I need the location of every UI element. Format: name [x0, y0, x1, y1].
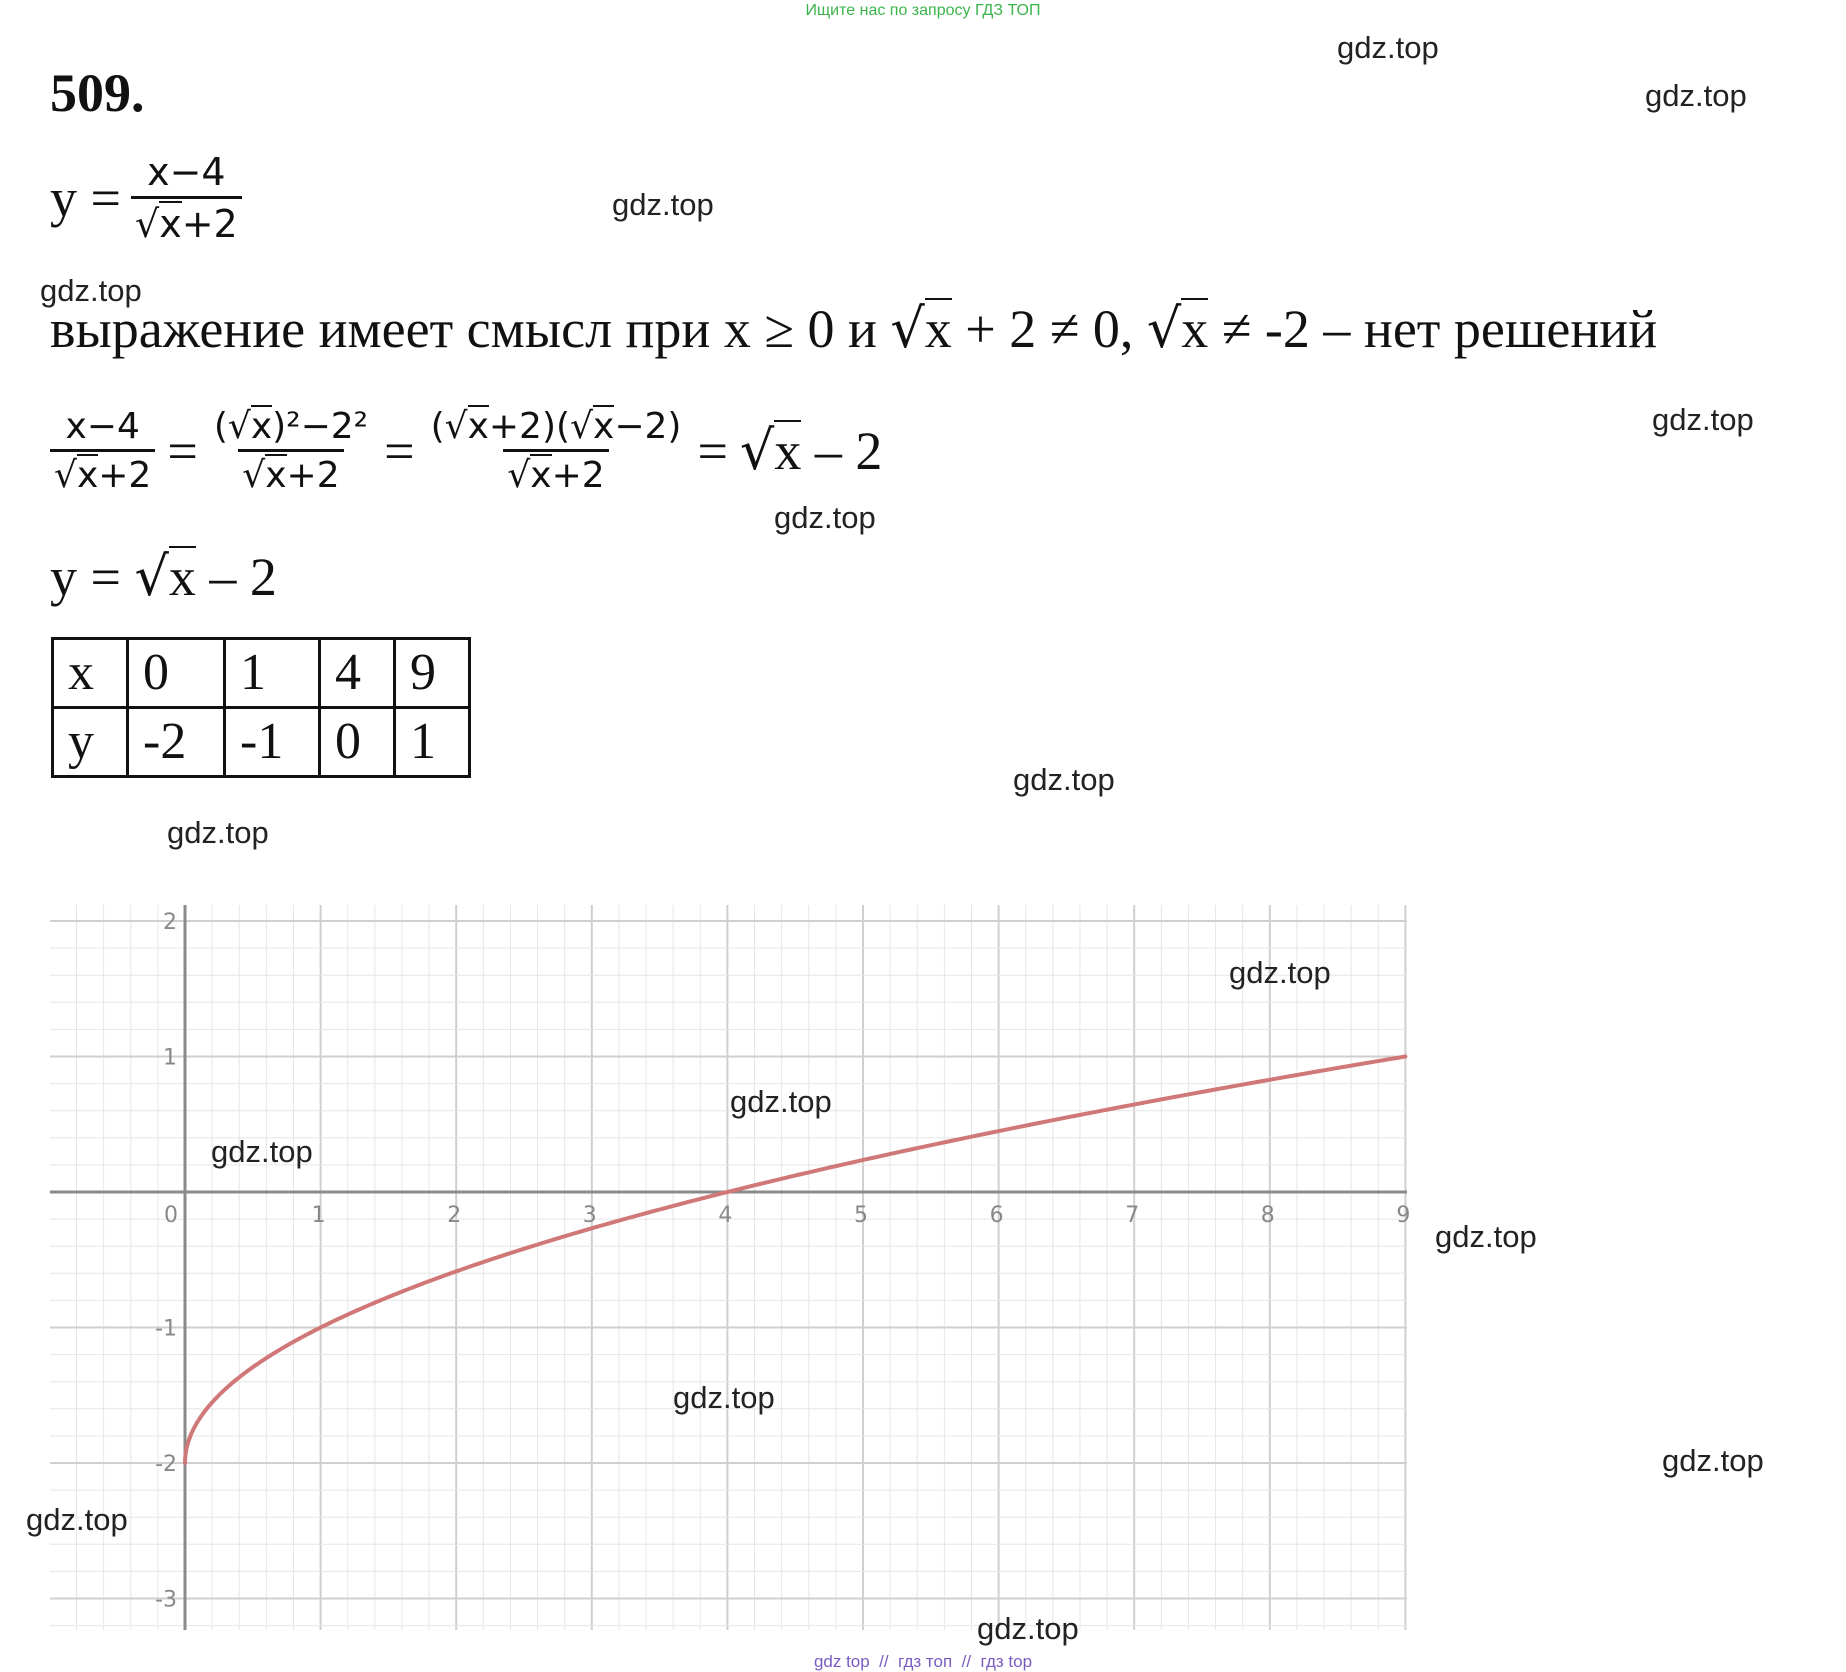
- num-mid: +2)(: [488, 406, 571, 447]
- watermark: gdz.top: [1662, 1443, 1764, 1478]
- watermark: gdz.top: [1652, 402, 1754, 437]
- simp-result: √x – 2: [739, 419, 883, 482]
- table-cell: 4: [320, 639, 395, 708]
- domain-part3: ≠ -2 – нет решений: [1221, 299, 1658, 359]
- watermark: gdz.top: [774, 500, 876, 535]
- den-rest: +2: [551, 455, 605, 496]
- watermark: gdz.top: [1013, 762, 1115, 797]
- watermark: gdz.top: [40, 273, 142, 308]
- x-tick-label: 4: [718, 1203, 733, 1228]
- equals-sign: =: [167, 420, 198, 481]
- watermark: gdz.top: [977, 1611, 1079, 1646]
- x-tick-label: 2: [447, 1203, 462, 1228]
- radicand: x: [593, 406, 615, 447]
- domain-part2: + 2 ≠ 0,: [965, 299, 1134, 359]
- y-tick-label: 1: [163, 1045, 177, 1071]
- function-denominator: √x+2: [131, 196, 242, 246]
- table-cell: 0: [320, 708, 395, 777]
- problem-number: 509.: [50, 63, 145, 123]
- sqrt-radicand: x: [159, 202, 182, 246]
- radicand: x: [265, 455, 287, 496]
- table-cell: -2: [128, 708, 225, 777]
- result-rest: – 2: [209, 547, 277, 607]
- domain-part1: выражение имеет смысл при x ≥ 0 и: [50, 299, 877, 359]
- x-tick-label: 8: [1260, 1203, 1275, 1228]
- num-close: −2): [614, 406, 682, 447]
- sqrt-icon: √: [890, 297, 925, 360]
- y-tick-label: 2: [163, 910, 177, 935]
- simp-f3-num: (√x+2)(√x−2): [430, 406, 682, 447]
- watermark: gdz.top: [673, 1380, 775, 1415]
- radicand: x: [250, 406, 273, 447]
- den-rest: +2: [286, 455, 340, 496]
- simp-f1-den: √x+2: [50, 449, 155, 496]
- sqrt-icon: √: [1146, 297, 1182, 360]
- y-tick-label: -1: [155, 1316, 177, 1342]
- x-tick-label: 1: [311, 1203, 326, 1228]
- equals-sign: =: [697, 420, 728, 481]
- watermark: gdz.top: [612, 187, 714, 222]
- x-tick-label: 7: [1125, 1203, 1140, 1228]
- simp-f3-den: √x+2: [503, 449, 608, 496]
- header-note: Ищите нас по запросу ГДЗ ТОП: [805, 2, 1041, 19]
- radicand: x: [530, 455, 552, 496]
- paren: (: [213, 406, 228, 447]
- table-cell: 9: [395, 639, 470, 708]
- radicand: x: [774, 421, 802, 481]
- function-numerator: x−4: [147, 150, 226, 194]
- sqrt-icon: √: [134, 545, 169, 608]
- num-rest: )²−2²: [272, 406, 369, 447]
- paren: (: [430, 406, 445, 447]
- x-tick-label: 0: [164, 1203, 178, 1228]
- x-tick-label: 5: [854, 1203, 868, 1228]
- y-tick-label: -2: [155, 1452, 177, 1477]
- y-tick-label: -3: [155, 1587, 177, 1613]
- radicand: x: [467, 406, 489, 447]
- table-y-label: y: [53, 708, 128, 777]
- den-rest: +2: [181, 202, 238, 246]
- watermark: gdz.top: [730, 1084, 832, 1119]
- table-cell: 1: [225, 639, 320, 708]
- function-lhs: y =: [50, 168, 121, 228]
- watermark: gdz.top: [26, 1502, 128, 1537]
- watermark: gdz.top: [211, 1134, 313, 1169]
- radicand: x: [76, 454, 99, 496]
- x-tick-label: 9: [1396, 1203, 1411, 1228]
- x-tick-label: 6: [989, 1203, 1004, 1228]
- result-lhs: y =: [50, 547, 121, 607]
- table-x-label: x: [53, 639, 128, 708]
- den-rest: +2: [98, 454, 152, 496]
- x-tick-label: 3: [582, 1203, 597, 1228]
- simp-f1-num: x−4: [65, 405, 140, 447]
- watermark: gdz.top: [1337, 30, 1439, 65]
- simp-f2-num: (√x)²−2²: [213, 406, 369, 447]
- table-cell: -1: [225, 708, 320, 777]
- result-rest: – 2: [814, 421, 883, 481]
- table-cell: 1: [395, 708, 470, 777]
- domain-radicand2: x: [1181, 299, 1209, 359]
- watermark: gdz.top: [167, 815, 269, 850]
- watermark: gdz.top: [1645, 78, 1747, 113]
- table-cell: 0: [128, 639, 225, 708]
- watermark: gdz.top: [1435, 1219, 1537, 1254]
- equals-sign: =: [384, 420, 415, 481]
- domain-radicand1: x: [924, 299, 952, 359]
- simp-f2-den: √x+2: [238, 449, 343, 496]
- watermark: gdz.top: [1229, 955, 1331, 990]
- result-radicand: x: [168, 547, 196, 607]
- footer-note: gdz top // гдз топ // гдз top: [813, 1652, 1033, 1671]
